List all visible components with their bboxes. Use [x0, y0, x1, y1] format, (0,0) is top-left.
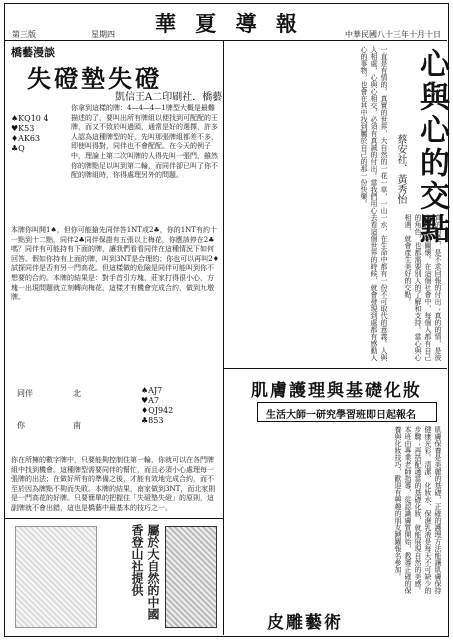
deal-card-clubs: ♣853 [141, 416, 164, 425]
notice-text-block [15, 526, 97, 628]
bridge-deal-diagram [13, 386, 213, 452]
notice-illustration [165, 526, 217, 628]
feature-body: 一直是有情的，真實的世界，大自然的一花一草，一山一水，在生命中都有一份不可取代的意義。人與人相處，心與心相交，必須有真誠的付出。當我們用心去看這個世界的時候，就會發現到處都有感動人心的事物，也會在其中找到屬於自己的那一份快樂。 [360, 46, 388, 361]
article-body: 本牌你叫開1♠，但你可能搶先同伴答1NT或2♣，你的1NT有約十一點到十二點，同伴2♣同伴保證有五張以上梅花，你應該停在2♣嗎？同伴有可能持有下面的牌，讓我們看看同伴在這種情況下如何回答。假如你持有上面的牌，叫到3NT是合理的；你也可以再叫2♦試探同伴是否有另一門高花。但這樣做的危險是同伴可能叫到你不想要的合約。本牌的結果是：對手首引方塊，莊家打得很小心，方塊一出現問題就立刻轉向梅花，這樣才有機會完成合約，做到九墩牌。 [11, 226, 219, 302]
bridge-hand [11, 114, 66, 154]
article-tail: 你在所擁的數字牌中，只要能夠控制住第一輪，你就可以在各門牌組中找到機會。這種牌型需要同伴的幫忙，而且必須小心處理每一張牌的出法；在做好所有的準備之後，才能有效地完成合約，而不至於因為牌點不夠而失敗。本牌的結果，南家做到3NT，而北家則是一門高花的好牌。只要簡單的把握住「失磴墊失磴」的原則，這副牌就不會出錯，這也是橋藝中最基本的技巧之一。 [11, 456, 216, 512]
deal-label-north: 北 [73, 389, 81, 398]
club-notice: 屬於大自然的中國香登山社提供 [130, 524, 160, 620]
newspaper-page [4, 3, 449, 637]
hand-hearts: ♥K53 [11, 124, 35, 133]
leather-art-title: 皮雕藝術 [267, 613, 343, 633]
beauty-body: 肌膚保養是美麗的基礎，正確的護理方法能讓肌膚保持健康光彩。清潔、化妝水、保濕乳液是每天不可缺少的步驟；再搭配適當的基礎化妝，就能展現自然的美感。本班由專業老師指導，從認識膚質開始，教導正確的保養與化妝技巧，歡迎有興趣的朋友踴躍報名參加。 [394, 426, 442, 594]
masthead-title: 華 夏 導 報 [155, 11, 303, 36]
page-number: 第三版 [12, 30, 36, 39]
weekday: 星期四 [91, 30, 115, 39]
feature-body-continued: 真的的愛，是不求回報的付出；真的的情，是彼此的互相關懷。在這個社會中，每個人都有自己的角色，也都需要別人的了解和支持。當心與心相遇，就會產生美好的交點。 [404, 214, 442, 361]
feature-author: 蔡安社．黃秀怡 [395, 134, 406, 204]
issue-date: 中華民國八十三年十月十日 [345, 30, 441, 39]
feature-title: 心與心的交點 [414, 48, 449, 246]
lower-section-divider [223, 368, 447, 369]
section-divider [5, 518, 223, 519]
deal-card-spades: ♠AJ7 [141, 386, 163, 395]
class-notice-text: 生活大師一研究學習班即日起報名 [266, 410, 416, 421]
class-notice-box [257, 402, 437, 422]
beauty-title: 肌膚護理與基礎化妝 [251, 381, 422, 401]
hand-spades: ♠KQ10 4 [11, 114, 49, 123]
article-intro: 你拿到這樣的牌：4—4—4—1牌型大概是最難描述的了，要叫出所有牌組以便找到可配配的王牌，而又不致於叫過頭，通常是好的選擇，許多人認為這種牌型的好，先叫那張牌組都差不多，即使叫得對，同伴也不會配配。在今天的例子中，理論上第二次叫牌的人得先叫一張門，雖然你的牌點足以叫到第二輪，而同伴卻已叫了你不配的牌組時，你得處理另外的問題。 [71, 104, 218, 180]
deal-label-you: 你 [17, 421, 25, 430]
deal-card-diamonds: ♦QJ942 [141, 406, 174, 415]
column-divider [223, 40, 224, 635]
hand-diamonds: ♦AK63 [11, 134, 41, 143]
article-byline: 凱信王A二印刷社．橋藝 [115, 92, 223, 103]
hand-clubs: ♣Q [11, 144, 25, 153]
column-kicker: 橋藝漫談 [11, 46, 55, 59]
masthead-bar [5, 4, 447, 41]
deal-card-hearts: ♥A7 [141, 396, 160, 405]
deal-label-south: 南 [73, 421, 81, 430]
deal-label-partner: 同伴 [17, 389, 33, 398]
deal-cards [141, 386, 173, 426]
article-headline: 失磴墊失磴 [27, 64, 162, 93]
